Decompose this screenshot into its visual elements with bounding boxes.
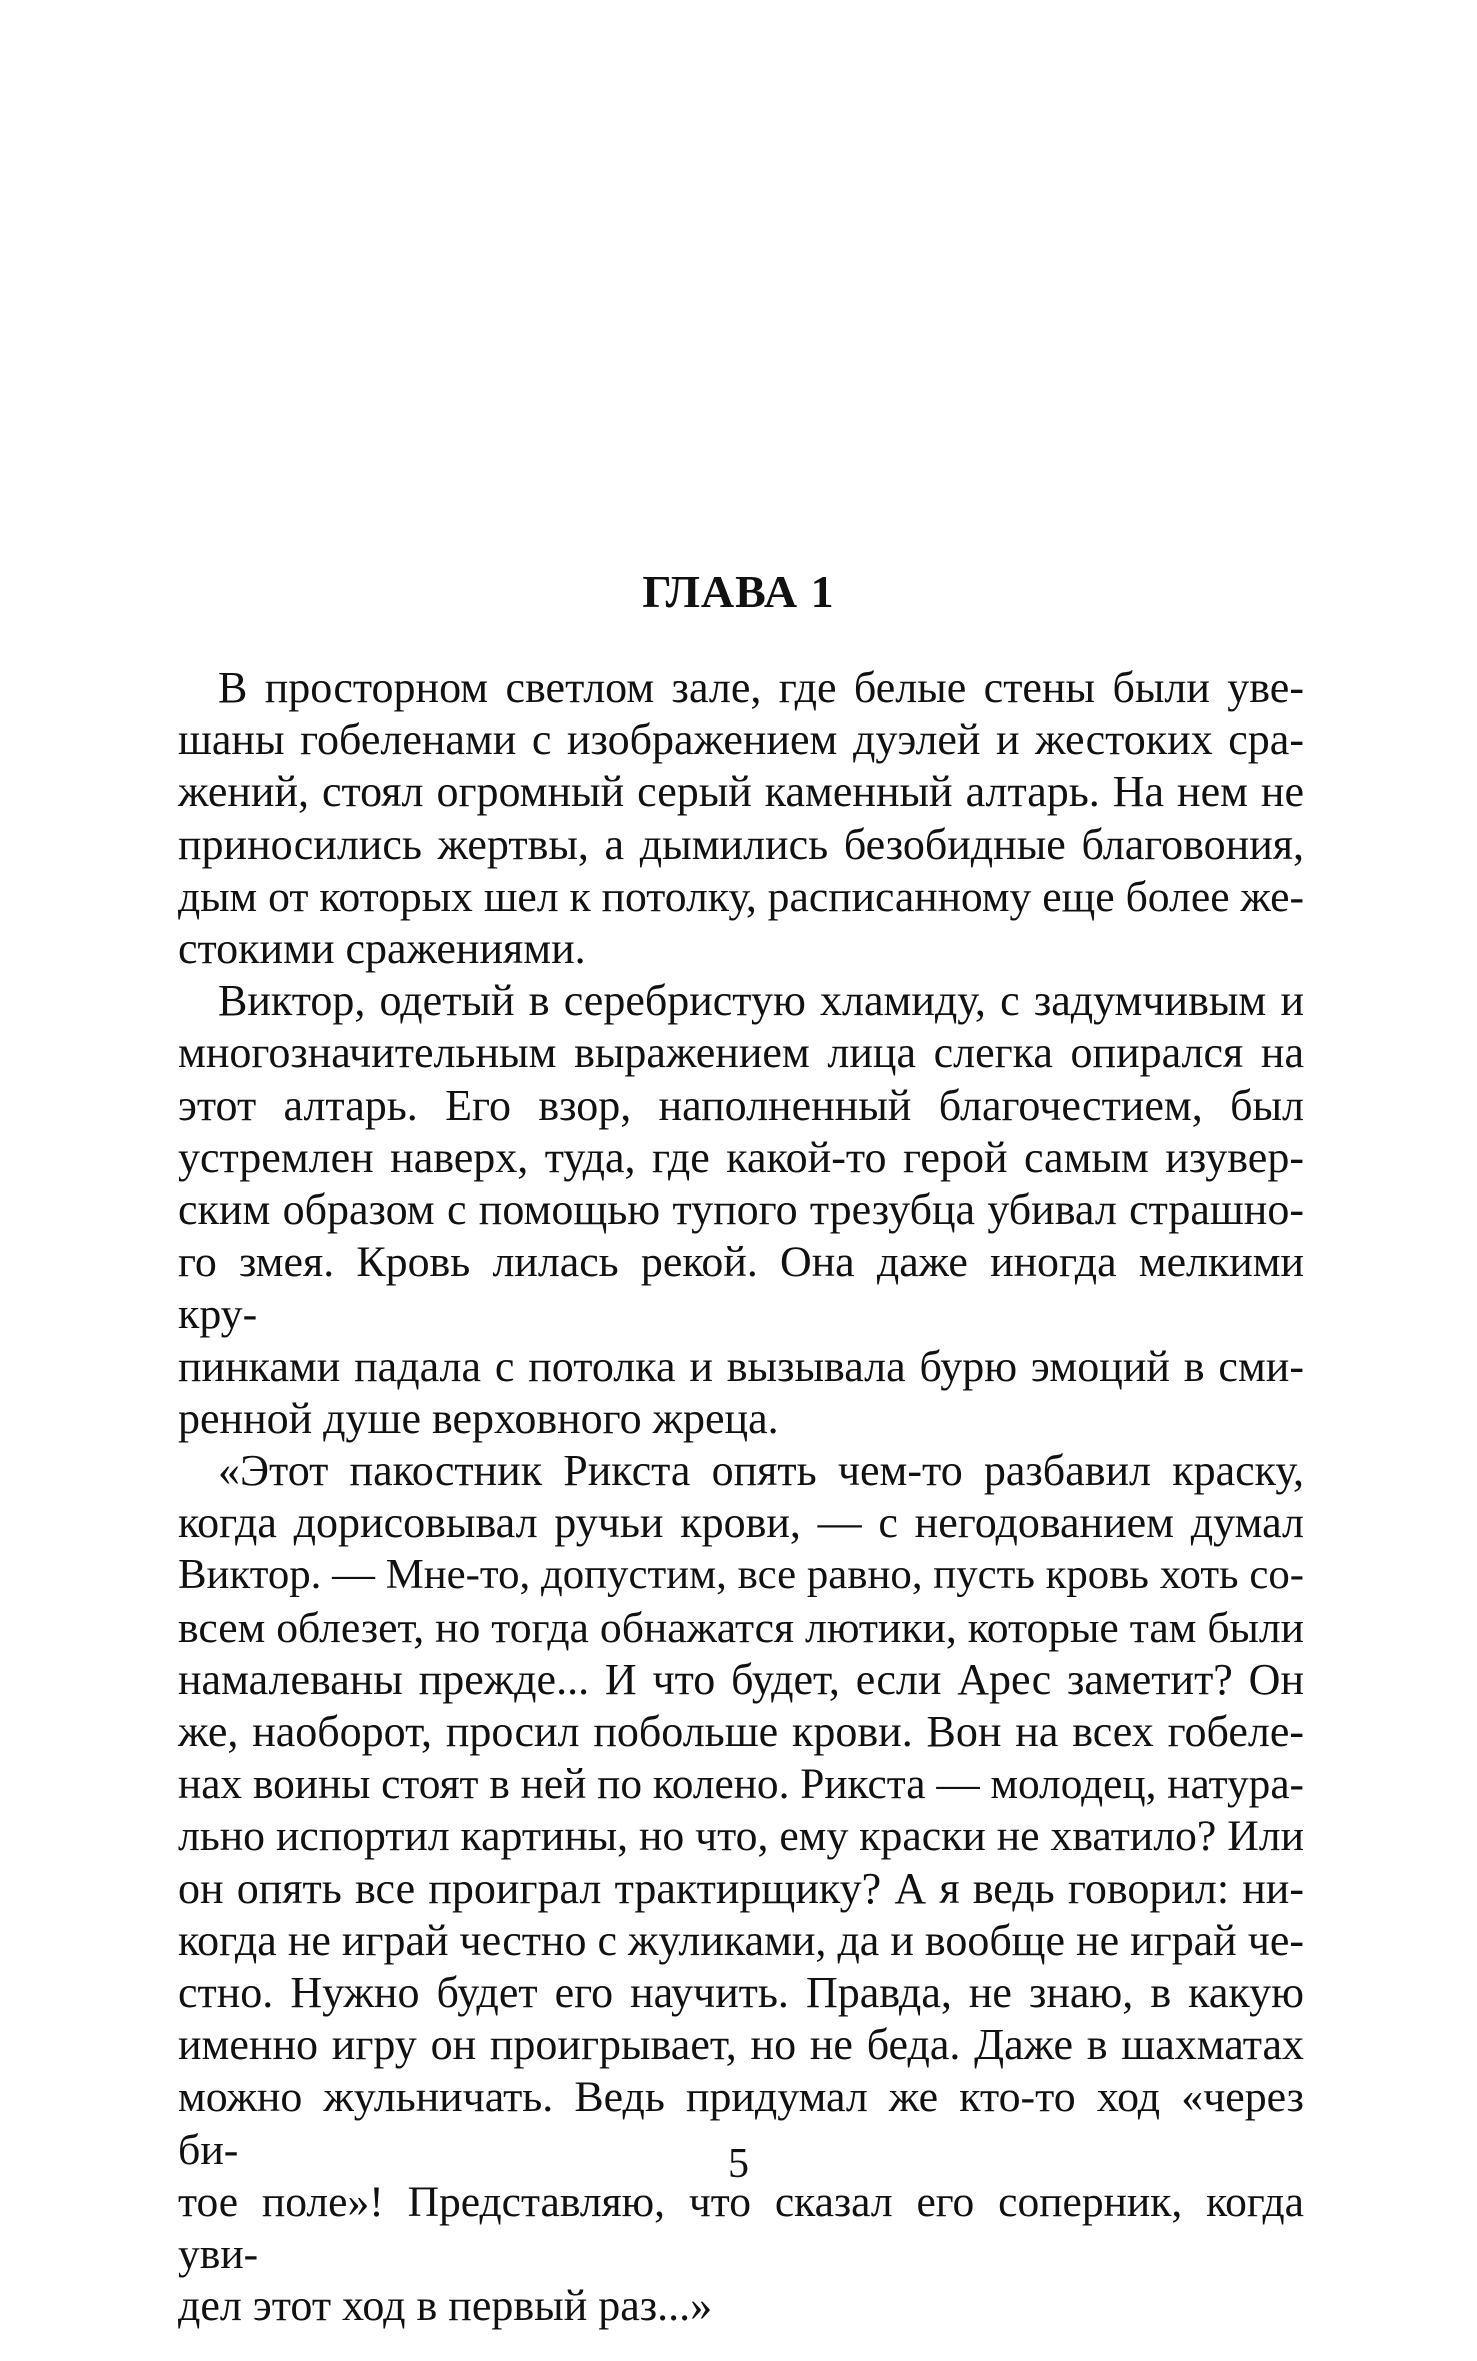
text-line: «Этот пакостник Рикста опять чем-то разбавил краску, xyxy=(218,1446,1304,1496)
paragraph-2 xyxy=(178,975,1304,1445)
text-line: жений, стоял огромный серый каменный алтарь. На нем не xyxy=(178,767,1304,817)
text-line: же, наоборот, просил побольше крови. Вон на всех гобеле- xyxy=(178,1707,1304,1757)
text-line: нах воины стоят в ней по колено. Рикста — молодец, натура- xyxy=(178,1760,1304,1809)
text-line: когда не играй честно с жуликами, да и вообще не играй че- xyxy=(178,1915,1304,1965)
page-number: 5 xyxy=(728,2141,749,2187)
text-line: когда дорисовывал ручьи крови, — с негодованием думал xyxy=(178,1498,1304,1548)
body-text xyxy=(178,662,1304,2333)
chapter-title: ГЛАВА 1 xyxy=(642,566,835,617)
text-line: этот алтарь. Его взор, наполненный благочестием, был xyxy=(178,1080,1304,1130)
text-line: Виктор. — Мне-то, допустим, все равно, пусть кровь хоть со- xyxy=(178,1551,1304,1599)
text-line: шаны гобеленами с изображением дуэлей и жестоких сра- xyxy=(178,715,1304,765)
text-line: всем облезет, но тогда обнажатся лютики, которые там были xyxy=(178,1603,1304,1652)
text-line: тое поле»! Представляю, что сказал его соперник, когда уви- xyxy=(178,2177,1304,2279)
text-line: стно. Нужно будет его научить. Правда, не знаю, в какую xyxy=(178,1968,1304,2018)
paragraph-1 xyxy=(178,662,1304,975)
text-line: стокими сражениями. xyxy=(178,924,586,974)
text-line: дел этот ход в первый раз...» xyxy=(178,2281,713,2331)
text-line: пинками падала с потолка и вызывала бурю эмоций в сми- xyxy=(178,1341,1304,1391)
text-line: дым от которых шел к потолку, расписанному еще более же- xyxy=(178,872,1304,921)
text-line: льно испортил картины, но что, ему краски не хватило? Или xyxy=(178,1812,1304,1861)
text-line: В просторном светлом зале, где белые стены были уве- xyxy=(218,663,1304,712)
text-line: ским образом с помощью тупого трезубца убивал страшно- xyxy=(178,1185,1304,1235)
text-line: можно жульничать. Ведь придумал же кто-то ход «через би- xyxy=(178,2073,1304,2174)
text-line: именно игру он проигрывает, но не беда. Даже в шахматах xyxy=(178,2020,1304,2070)
text-line: ренной душе верховного жреца. xyxy=(178,1393,779,1443)
text-line: он опять все проиграл трактирщику? А я ведь говорил: ни- xyxy=(178,1863,1304,1913)
text-line: го змея. Кровь лилась рекой. Она даже иногда мелкими кру- xyxy=(178,1238,1304,1339)
text-line: приносились жертвы, а дымились безобидные благовония, xyxy=(178,819,1304,869)
text-line: многозначительным выражением лица слегка опирался на xyxy=(178,1028,1304,1078)
paragraph-3 xyxy=(178,1445,1304,2332)
text-line: намалеваны прежде... И что будет, если Арес заметит? Он xyxy=(178,1654,1304,1704)
text-line: устремлен наверх, туда, где какой-то герой самым изувер- xyxy=(178,1132,1304,1182)
text-line: Виктор, одетый в серебристую хламиду, с задумчивым и xyxy=(218,976,1304,1026)
